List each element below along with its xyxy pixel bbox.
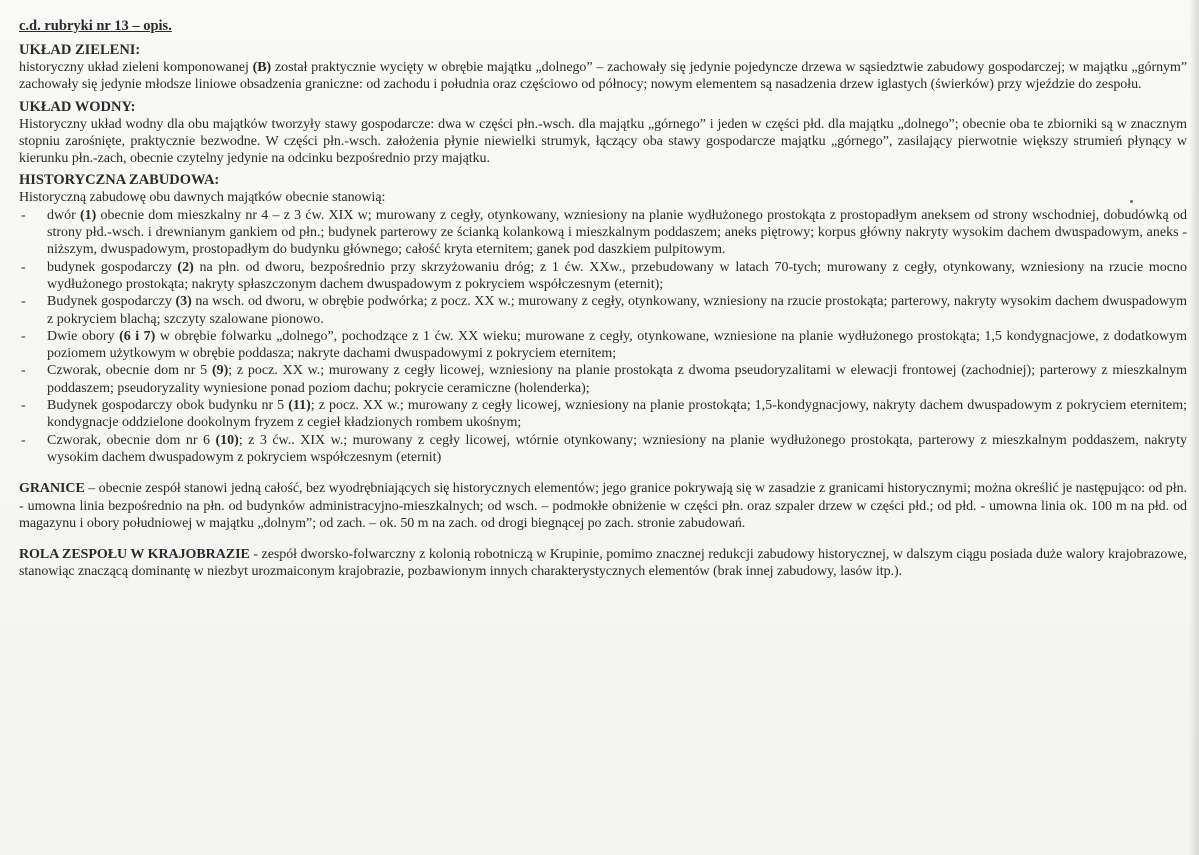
text-span: został praktycznie wycięty w obrębie majątku „dolnego” – zachowały się jedynie pojedyncze drzewa w sąsiedztwie zabudowy gospodarczej; w majątku „górnym” zachowały się jedynie młodsze liniowe obsadzenia graniczne: od zachodu i południa oraz częściowo od północy; nowym elementem są nasadzenia drzew iglastych (świerków) przy wjeździe do zespołu. [19, 60, 1187, 93]
section-uklad-zieleni [19, 42, 1187, 94]
section-title: HISTORYCZNA ZABUDOWA: [19, 172, 220, 189]
text-span: Czworak, obecnie dom nr 6 [47, 432, 216, 448]
bold-ref: (B) [252, 60, 272, 75]
text-span: - zespół dworsko-folwarczny z kolonią robotniczą w Krupinie, pomimo znacznej redukcji zabudowy historycznej, w dalszym ciągu posiada duże walory krajobrazowe, stanowiąc znaczącą dominantę w niezbyt urozmaiconym krajobrazie, pozbawionym innych charakterystycznych elementów (brak innej zabudowy, lasów itp.). [19, 547, 1187, 580]
section-title: GRANICE [19, 481, 85, 497]
text-span: na wsch. od dworu, w obrębie podwórka; z pocz. XX w.; murowany z cegły, otynkowany, wzniesiony na rzucie prostokąta; parterowy, nakryty wysokim dachem dwuspadowym z pokryciem blachą; szczyty szalowane pionowo. [47, 294, 1187, 327]
text-span: ; z 3 ćw.. XIX w.; murowany z cegły licowej, wtórnie otynkowany; wzniesiony na planie wydłużonego prostokąta, parterowy z mieszkalnym poddaszem, nakryty wysokim dachem dwuspadowym z pokryciem współczesnym (eternit) [47, 432, 1187, 465]
section-title: UKŁAD ZIELENI: [19, 42, 141, 58]
list-item [19, 207, 1187, 259]
page-edge-shadow [1189, 0, 1199, 855]
text-span: Dwie obory [47, 328, 120, 344]
list-item [19, 328, 1187, 363]
section-uklad-wodny [19, 99, 1187, 168]
section-text [19, 480, 1187, 532]
section-historyczna-zabudowa [19, 172, 1187, 466]
text-span: w obrębie folwarku „dolnego”, pochodzące z 1 ćw. XX wieku; murowane z cegły, otynkowane, wzniesione na planie wydłużonego prostokąta; 1,5 kondygnacjowe, z dodatkowym poziomem użytkowym w obrębie poddasza; nakryte dachami dwuspadowymi z pokryciem eternitem; [47, 328, 1187, 362]
list-item [19, 397, 1187, 432]
scan-speck [1130, 200, 1133, 203]
text-span: budynek gospodarczy [47, 259, 178, 275]
text-span: dwór [47, 207, 80, 223]
section-text [19, 546, 1187, 581]
section-text [19, 59, 1187, 94]
section-title: ROLA ZESPOŁU W KRAJOBRAZIE [19, 547, 250, 563]
section-text: Historyczny układ wodny dla obu majątków tworzyły stawy gospodarcze: dwa w części płn.-wsch. dla majątku „górnego” i jeden w części płd. dla majątku „dolnego”; obecnie oba te zbiorniki są w znacznym stopniu zarośnięte, praktycznie bezwodne. W części płn.-wsch. założenia płynie niewielki strumyk, łączący oba stawy gospodarcze majątku „górnego”, zasilający pierwotnie większy strumień płynący w kierunku płn.-zach, obecnie czytelny jedynie na odcinku bezpośrednio przy majątku. [19, 116, 1187, 167]
list-item [19, 259, 1187, 294]
text-span: ; z pocz. XX w.; murowany z cegły licowej, wzniesiony na planie prostokąta z dwoma pseudoryzalitami w elewacji frontowej (zachodniej); parterowy z mieszkalnym poddaszem; pseudoryzality wyniesione ponad poziom dachu; pokrycie ceramiczne (holenderka); [47, 363, 1187, 396]
section-rola-zespolu [19, 546, 1187, 581]
section-intro: Historyczną zabudowę obu dawnych majątków obecnie stanowią: [19, 190, 386, 206]
text-span: Czworak, obecnie dom nr 5 [47, 363, 212, 379]
bold-ref: (9) [211, 363, 229, 379]
text-span: – obecnie zespół stanowi jedną całość, bez wyodrębniających się historycznych elementów; jego granice pokrywają się w zasadzie z granicami historycznymi; można określić je następująco: od płn. - umowna linia bezpośrednio na płn. od budynków administracyjno-mieszkalnych; od wsch. – podmokłe obniżenie w części płn. oraz szpaler drzew w części płd.; od płd. - umowna linia ok. 100 m na płd. od magazynu i obory południowej w majątku „dolnym”; od zach. – ok. 50 m na zach. od drogi biegnącej po zach. stronie zabudowań. [19, 481, 1187, 531]
bold-ref: (6 i 7) [119, 328, 156, 344]
bold-ref: (2) [177, 259, 194, 275]
text-span: Budynek gospodarczy [47, 294, 176, 310]
section-granice [19, 480, 1187, 532]
bold-ref: (11) [288, 398, 311, 414]
text-span: obecnie dom mieszkalny nr 4 – z 3 ćw. XIX w; murowany z cegły, otynkowany, wzniesiony na planie wydłużonego prostokąta z prostopadłym aneksem od strony wschodniej, dobudówką od strony płd.-wsch. i drewnianym gankiem od płn.; budynek parterowy ze ścianką kolankową i mieszkalnym poddaszem; aneks piętrowy; korpus główny nakryty wysokim dachem dwuspadowym, aneks - niższym, dwuspadowym, prostopadłym do budynku głównego; całość kryta eternitem; ganek pod daszkiem pulpitowym. [47, 207, 1187, 258]
list-item [19, 293, 1187, 328]
document-heading: c.d. rubryki nr 13 – opis. [19, 18, 172, 34]
text-span: Budynek gospodarczy obok budynku nr 5 [47, 398, 289, 414]
list-item [19, 362, 1187, 397]
bold-ref: (1) [80, 207, 97, 223]
section-title: UKŁAD WODNY: [19, 98, 136, 115]
building-list [19, 207, 1187, 466]
list-item [19, 432, 1187, 467]
bold-ref: (3) [175, 294, 192, 310]
bold-ref: (10) [215, 432, 239, 448]
text-span: historyczny układ zieleni komponowanej [19, 60, 253, 75]
text-span: na płn. od dworu, bezpośrednio przy skrzyżowaniu dróg; z 1 ćw. XXw., przebudowany w latach 70-tych; murowany z cegły, otynkowany, wzniesiony na rzucie mocno wydłużonego prostokąta; nakryty spłaszczonym dachem dwuspadowym z pokryciem współczesnym (eternit); [47, 259, 1187, 292]
text-span: ; z pocz. XX w.; murowany z cegły licowej, wzniesiony na planie prostokąta; 1,5-kondygnacjowy, nakryty dachem dwuspadowym z pokryciem eternitem; kondygnacje oddzielone dookolnym fryzem z cegieł kładzionych rombem ukośnym; [47, 398, 1188, 431]
